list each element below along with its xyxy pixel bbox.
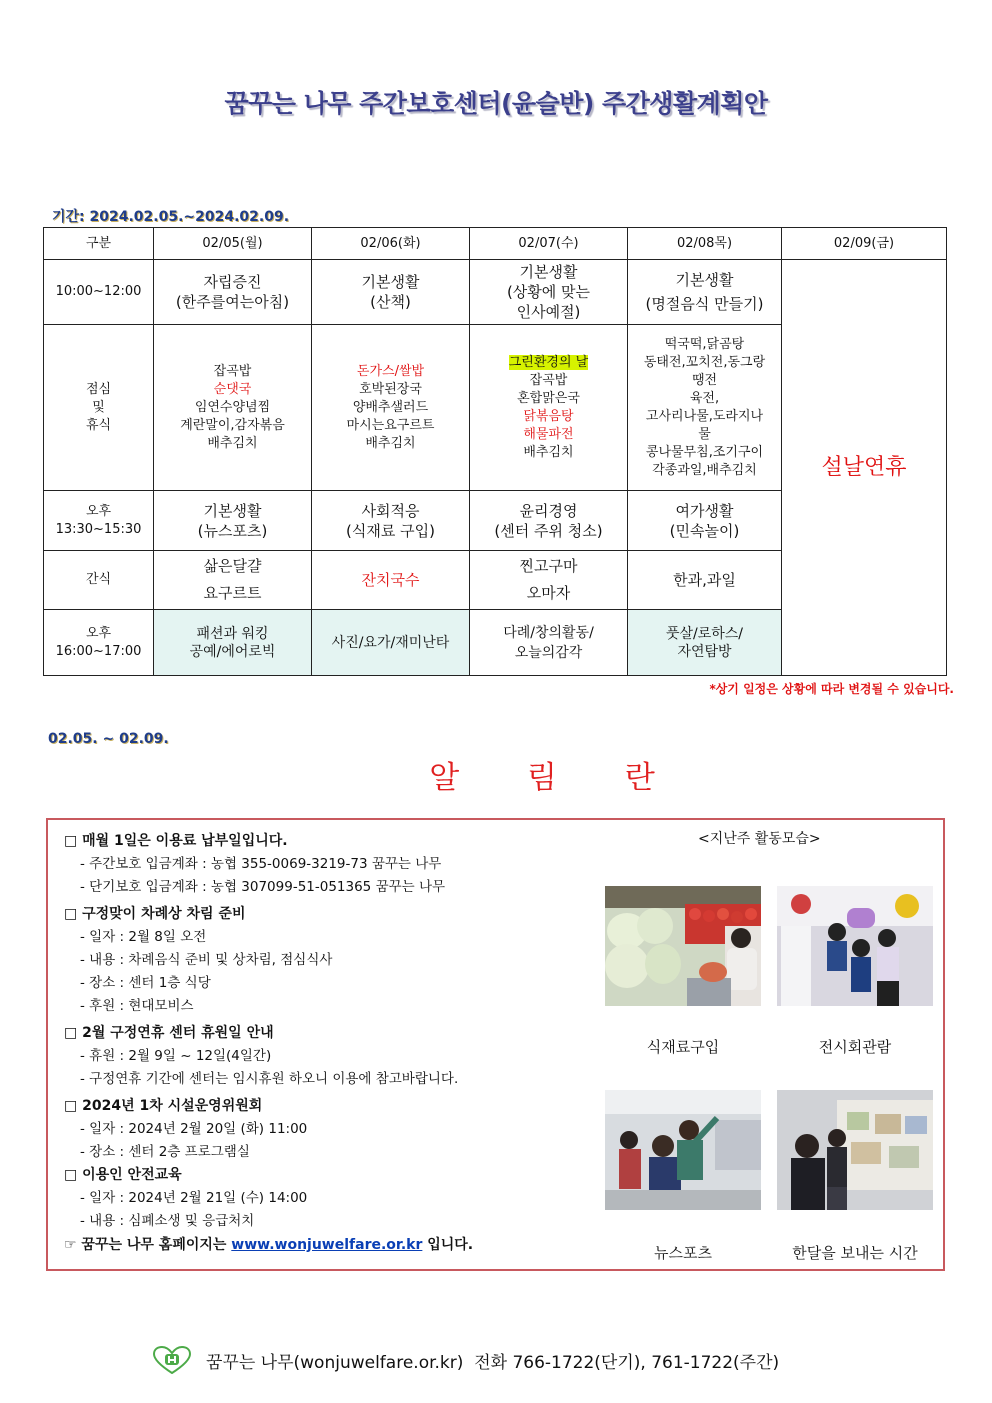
- notice-item: - 장소 : 센터 1층 식당: [80, 975, 211, 991]
- notice-heading: □ 2월 구정연휴 센터 휴원일 안내: [64, 1025, 274, 1041]
- menu-item: 계란말이,감자볶음: [180, 417, 285, 433]
- menu-cell: [154, 325, 312, 491]
- notice-item: - 후원 : 현대모비스: [80, 998, 194, 1014]
- photo-exhibition: [777, 886, 933, 1006]
- row-label-text: 점심: [85, 381, 112, 397]
- program-text: 자연탐방: [677, 643, 732, 660]
- menu-item: 마시는요구르트: [346, 417, 435, 433]
- notice-item: - 단기보호 입금계좌 : 농협 307099-51-051365 꿈꾸는 나무: [80, 879, 446, 895]
- activity-sub: (식재료 구입): [346, 521, 435, 540]
- activity-cell: [628, 260, 782, 325]
- activity-title: 사회적응: [361, 501, 420, 520]
- menu-item: 배추김치: [365, 435, 416, 451]
- row-label-text: 및: [92, 399, 105, 415]
- activity-cell: [154, 260, 312, 325]
- menu-cell: [312, 325, 470, 491]
- notice-item: - 내용 : 차례음식 준비 및 상차림, 점심식사: [80, 952, 333, 968]
- activity-title: 자립증진: [203, 273, 262, 291]
- menu-item: 고사리나물,도라지나: [645, 408, 764, 424]
- menu-item: 동태전,꼬치전,동그랑: [643, 354, 766, 370]
- notice-heading: □ 매월 1일은 이용료 납부일입니다.: [64, 833, 288, 849]
- header-cell: 02/07(수): [470, 228, 628, 260]
- row-label: 10:00~12:00: [44, 260, 154, 325]
- heart-logo-icon: [152, 1346, 192, 1374]
- caption-grocery: 식재료구입: [646, 1038, 720, 1056]
- holiday-cell: 설날연휴: [782, 260, 947, 676]
- menu-cell: [470, 325, 628, 491]
- snack-item: 삶은달걀: [203, 557, 262, 575]
- activity-title: 기본생활: [519, 263, 578, 281]
- caption-exhibition: 전시회관람: [818, 1038, 892, 1056]
- notice-item: - 주간보호 입금계좌 : 농협 355-0069-3219-73 꿈꾸는 나무: [80, 856, 442, 872]
- weekly-plan-table: [43, 227, 947, 676]
- caption-month-review: 한달을 보내는 시간: [792, 1244, 918, 1262]
- snack-cell: [470, 551, 628, 610]
- activity-title: 윤리경영: [519, 501, 578, 520]
- notice-period: 02.05. ~ 02.09.: [48, 731, 169, 747]
- header-cell: 02/06(화): [312, 228, 470, 260]
- activity-sub: (센터 주위 청소): [494, 521, 603, 540]
- snack-item: 잔치국수: [361, 571, 420, 589]
- header-row: [44, 228, 947, 260]
- menu-item: 닭볶음탕: [523, 408, 574, 424]
- menu-cell: [628, 325, 782, 491]
- menu-item: 배추김치: [207, 435, 258, 451]
- activity-sub: (상황에 맞는: [506, 283, 591, 301]
- activity-cell: [470, 491, 628, 551]
- notice-board: [46, 818, 945, 1271]
- notice-heading: □ 이용인 안전교육: [64, 1167, 182, 1183]
- activity-cell: [628, 491, 782, 551]
- activity-cell: [154, 491, 312, 551]
- row-label-text: 16:00~17:00: [55, 643, 142, 659]
- menu-item: 돈가스/쌀밥: [356, 363, 425, 379]
- activity-cell: [312, 260, 470, 325]
- notice-item: - 휴원 : 2월 9일 ~ 12일(4일간): [80, 1048, 272, 1064]
- row-label-text: 휴식: [85, 417, 112, 433]
- period-label: 기간: 2024.02.05.~2024.02.09.: [52, 209, 290, 225]
- row-label: [44, 325, 154, 491]
- schedule-change-notice: *상기 일정은 상황에 따라 변경될 수 있습니다.: [709, 682, 954, 696]
- activity-sub: (명절음식 만들기): [645, 295, 764, 313]
- program-cell: [470, 610, 628, 676]
- snack-cell: [628, 551, 782, 610]
- footer-text: 꿈꾸는 나무(wonjuwelfare.or.kr) 전화 766-1722(단기), 761-1722(주간): [206, 1352, 780, 1373]
- menu-item: 순댓국: [213, 381, 252, 397]
- header-cell: 구분: [44, 228, 154, 260]
- menu-item: 땡전: [691, 372, 718, 388]
- menu-item: 호박된장국: [359, 381, 422, 397]
- notice-heading: □ 구정맞이 차례상 차림 준비: [64, 906, 246, 922]
- program-text: 공예/에어로빅: [189, 643, 276, 660]
- snack-item: 요구르트: [203, 584, 262, 602]
- program-text: 풋살/로하스/: [665, 625, 744, 642]
- gallery-title: <지난주 활동모습>: [698, 831, 821, 847]
- activity-sub: (산책): [370, 293, 411, 311]
- snack-cell: [312, 551, 470, 610]
- menu-item: 혼합맑은국: [517, 390, 580, 406]
- notice-item: - 내용 : 심폐소생 및 응급처치: [80, 1213, 255, 1229]
- program-text: 다례/창의활동/: [503, 624, 594, 641]
- notice-list: [64, 830, 604, 1257]
- activity-title: 여가생활: [675, 501, 734, 520]
- menu-item: 양배추샐러드: [352, 399, 429, 415]
- green-day-tag: 그린환경의 날: [508, 354, 589, 370]
- row-label: [44, 491, 154, 551]
- menu-item: 잡곡밥: [213, 363, 252, 379]
- photo-grocery: [605, 886, 761, 1006]
- activity-title: 기본생활: [361, 273, 420, 291]
- program-cell: [154, 610, 312, 676]
- menu-item: 물: [698, 426, 711, 442]
- notice-item: - 일자 : 2월 8일 오전: [80, 929, 207, 945]
- photo-new-sports: [605, 1090, 761, 1210]
- program-cell: [628, 610, 782, 676]
- row-label-text: 오후: [85, 625, 112, 641]
- row-label: 간식: [44, 551, 154, 610]
- menu-item: 배추김치: [523, 444, 574, 460]
- snack-cell: [154, 551, 312, 610]
- notice-board-title: 알 림 란: [429, 760, 659, 796]
- menu-item: 잡곡밥: [529, 372, 568, 388]
- menu-item: 각종과일,배추김치: [652, 462, 757, 478]
- activity-sub: (뉴스포츠): [197, 521, 268, 540]
- activity-sub: 인사예절): [516, 303, 581, 321]
- menu-item: 콩나물무침,조기구이: [645, 444, 764, 460]
- program-text: 패션과 워킹: [196, 625, 269, 642]
- snack-item: 찐고구마: [519, 557, 578, 575]
- notice-item: - 구정연휴 기간에 센터는 임시휴원 하오니 이용에 참고바랍니다.: [80, 1071, 459, 1087]
- activity-cell: [470, 260, 628, 325]
- header-cell: 02/09(금): [782, 228, 947, 260]
- row-label: [44, 610, 154, 676]
- activity-sub: (민속놀이): [669, 521, 740, 540]
- snack-item: 한과,과일: [673, 571, 736, 589]
- footer: [152, 1345, 779, 1375]
- program-text: 사진/요가/재미난타: [331, 634, 450, 651]
- header-cell: 02/08목): [628, 228, 782, 260]
- menu-item: 해물파전: [523, 426, 574, 442]
- morning-row: [44, 260, 947, 325]
- homepage-text-end: 입니다.: [427, 1237, 474, 1253]
- menu-item: 임연수양념찜: [194, 399, 271, 415]
- homepage-line: [64, 1233, 604, 1257]
- program-cell: [312, 610, 470, 676]
- program-text: 오늘의감각: [514, 644, 583, 661]
- notice-heading: □ 2024년 1차 시설운영위원회: [64, 1098, 263, 1114]
- row-label-text: 13:30~15:30: [55, 521, 142, 537]
- activity-sub: (한주를여는아침): [175, 293, 290, 311]
- header-cell: 02/05(월): [154, 228, 312, 260]
- notice-item: - 장소 : 센터 2층 프로그램실: [80, 1144, 250, 1160]
- notice-item: - 일자 : 2024년 2월 20일 (화) 11:00: [80, 1121, 308, 1137]
- row-label-text: 오후: [85, 503, 112, 519]
- page-title: 꿈꾸는 나무 주간보호센터(윤슬반) 주간생활계획안: [224, 89, 768, 118]
- menu-item: 떡국떡,닭곰탕: [664, 336, 745, 352]
- activity-cell: [312, 491, 470, 551]
- homepage-text: ☞ 꿈꾸는 나무 홈페이지는: [64, 1237, 227, 1253]
- homepage-link[interactable]: www.wonjuwelfare.or.kr: [231, 1237, 423, 1253]
- notice-item: - 일자 : 2024년 2월 21일 (수) 14:00: [80, 1190, 308, 1206]
- menu-item: 육전,: [689, 390, 720, 406]
- activity-title: 기본생활: [675, 271, 734, 289]
- snack-item: 오마자: [526, 584, 571, 602]
- photo-month-review: [777, 1090, 933, 1210]
- caption-new-sports: 뉴스포츠: [654, 1244, 712, 1262]
- activity-title: 기본생활: [203, 501, 262, 520]
